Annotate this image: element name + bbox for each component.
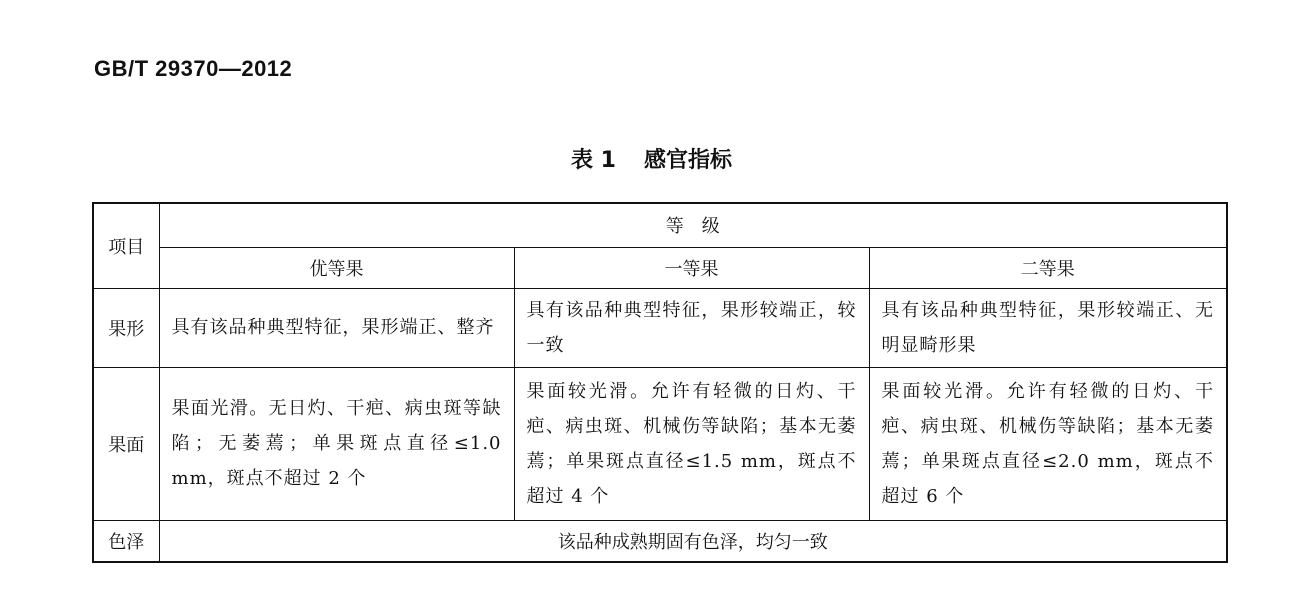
grade-premium-header: 优等果 <box>159 247 514 288</box>
table-cell: 具有该品种典型特征，果形端正、整齐 <box>159 288 514 367</box>
table-row <box>93 520 1227 562</box>
table-cell: 果面较光滑。允许有轻微的日灼、干疤、病虫斑、机械伤等缺陷；基本无萎蔫；单果斑点直径≤1.5 mm，斑点不超过 4 个 <box>514 367 869 520</box>
item-header-cell: 项目 <box>93 203 159 288</box>
table-cell: 具有该品种典型特征，果形较端正、无明显畸形果 <box>869 288 1227 367</box>
table-cell: 具有该品种典型特征，果形较端正，较一致 <box>514 288 869 367</box>
standard-code: GB/T 29370—2012 <box>94 56 293 81</box>
table-number: 表 1 <box>571 148 616 173</box>
row-label: 果形 <box>93 288 159 367</box>
sensory-index-table <box>92 202 1228 563</box>
table-title <box>0 143 1303 174</box>
grade-header-cell: 等 级 <box>159 203 1227 247</box>
table-header-row <box>93 203 1227 247</box>
table-row <box>93 288 1227 367</box>
merged-table-cell: 该品种成熟期固有色泽，均匀一致 <box>159 520 1227 562</box>
row-label: 果面 <box>93 367 159 520</box>
grade-first-header: 一等果 <box>514 247 869 288</box>
table-row <box>93 367 1227 520</box>
table-cell: 果面光滑。无日灼、干疤、病虫斑等缺陷；无萎蔫；单果斑点直径≤1.0 mm，斑点不超过 2 个 <box>159 367 514 520</box>
grade-names-row <box>93 247 1227 288</box>
grade-second-header: 二等果 <box>869 247 1227 288</box>
row-label: 色泽 <box>93 520 159 562</box>
table-cell: 果面较光滑。允许有轻微的日灼、干疤、病虫斑、机械伤等缺陷；基本无萎蔫；单果斑点直径≤2.0 mm，斑点不超过 6 个 <box>869 367 1227 520</box>
table-name: 感官指标 <box>643 148 732 173</box>
